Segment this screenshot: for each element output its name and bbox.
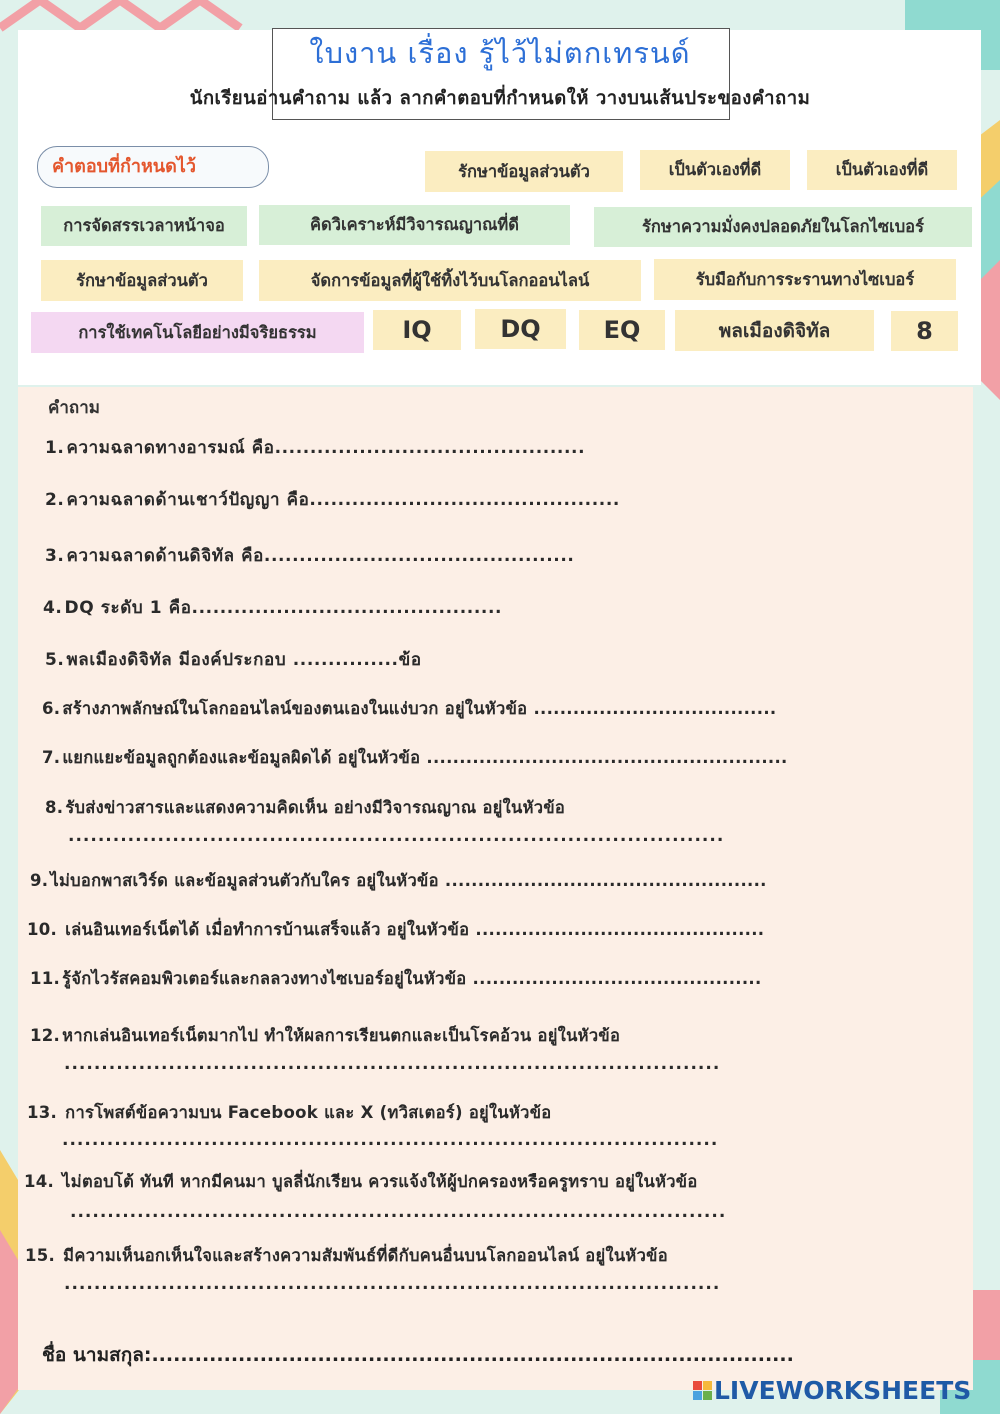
question-9 — [30, 868, 767, 894]
liveworksheets-logo — [693, 1376, 971, 1405]
question-15 — [25, 1243, 668, 1269]
question-number: 14. — [24, 1172, 55, 1191]
question-text[interactable]: รับส่งข่าวสารและแสดงความคิดเห็น อย่างมีวิจารณญาณ อยู่ในหัวข้อ — [65, 798, 566, 817]
question-text[interactable]: รู้จักไวรัสคอมพิวเตอร์และกลลวงทางไซเบอร์อยู่ในหัวข้อ ............................................ — [62, 969, 762, 988]
question-text[interactable]: ความฉลาดด้านดิจิทัล คือ............................................ — [66, 546, 575, 566]
question-6 — [42, 696, 776, 722]
question-number: 13. — [27, 1103, 58, 1122]
page-title: ใบงาน เรื่อง รู้ไว้ไม่ตกเทรนด์ — [309, 36, 691, 70]
answer-chip[interactable]: การใช้เทคโนโลยีอย่างมีจริยธรรม — [31, 312, 364, 353]
answer-chip[interactable]: รักษาข้อมูลส่วนตัว — [425, 151, 623, 192]
answer-chip[interactable]: รับมือกับการระรานทางไซเบอร์ — [654, 259, 956, 300]
answer-blank-q13[interactable]: ........................................................................................ — [62, 1130, 719, 1150]
answer-chip[interactable]: EQ — [579, 310, 665, 350]
question-number: 8. — [45, 798, 64, 817]
answer-chip[interactable]: 8 — [891, 311, 958, 351]
question-text[interactable]: การโพสต์ข้อความบน Facebook และ X (ทวิสเตอร์) อยู่ในหัวข้อ — [59, 1103, 552, 1122]
answer-chip[interactable]: พลเมืองดิจิทัล — [675, 310, 874, 351]
question-text[interactable]: หากเล่นอินเทอร์เน็ตมากไป ทำให้ผลการเรียนตกและเป็นโรคอ้วน อยู่ในหัวข้อ — [62, 1026, 621, 1045]
question-text[interactable]: พลเมืองดิจิทัล มีองค์ประกอบ ...............ข้อ — [66, 650, 422, 670]
answer-chip[interactable]: การจัดสรรเวลาหน้าจอ — [41, 206, 247, 246]
answer-blank-q12[interactable]: ........................................................................................ — [64, 1054, 721, 1074]
page-subtitle: นักเรียนอ่านคำถาม แล้ว ลากคำตอบที่กำหนดให้ วางบนเส้นประของคำถาม — [189, 88, 811, 109]
answer-chip[interactable]: DQ — [475, 309, 566, 349]
question-5 — [45, 646, 422, 673]
question-4 — [43, 594, 502, 621]
question-7 — [42, 745, 788, 771]
question-number: 9. — [30, 871, 49, 890]
question-2 — [45, 486, 620, 513]
answers-label: คำตอบที่กำหนดไว้ — [37, 146, 269, 188]
question-text[interactable]: DQ ระดับ 1 คือ............................................ — [64, 598, 503, 618]
answer-chip[interactable]: รักษาข้อมูลส่วนตัว — [41, 260, 243, 301]
question-10 — [27, 917, 764, 943]
question-number: 3. — [45, 546, 65, 566]
answer-chip[interactable]: IQ — [373, 310, 461, 350]
question-number: 10. — [27, 920, 58, 939]
answer-chip[interactable]: รักษาความมั่งคงปลอดภัยในโลกไซเบอร์ — [594, 207, 972, 247]
question-number: 2. — [45, 490, 65, 510]
question-number: 7. — [42, 748, 61, 767]
answer-chip[interactable]: เป็นตัวเองที่ดี — [807, 150, 957, 190]
answer-blank-q8[interactable]: ........................................................................................ — [68, 826, 725, 846]
question-13 — [27, 1100, 552, 1126]
question-number: 12. — [30, 1026, 61, 1045]
question-text[interactable]: สร้างภาพลักษณ์ในโลกออนไลน์ของตนเองในแง่บวก อยู่ในหัวข้อ ..................................... — [62, 699, 777, 718]
question-number: 11. — [30, 969, 61, 988]
answer-blank-q14[interactable]: ........................................................................................ — [70, 1202, 727, 1222]
question-text[interactable]: มีความเห็นอกเห็นใจและสร้างความสัมพันธ์ที่ดีกับคนอื่นบนโลกออนไลน์ อยู่ในหัวข้อ — [57, 1246, 668, 1265]
question-text[interactable]: ไม่บอกพาสเวิร์ด และข้อมูลส่วนตัวกับใคร อยู่ในหัวข้อ ................................................. — [50, 871, 767, 890]
question-12 — [30, 1023, 620, 1049]
question-number: 6. — [42, 699, 61, 718]
question-3 — [45, 542, 574, 569]
question-1 — [45, 434, 585, 461]
question-text[interactable]: แยกแยะข้อมูลถูกต้องและข้อมูลผิดได้ อยู่ในหัวข้อ ....................................................... — [62, 748, 788, 767]
question-number: 15. — [25, 1246, 56, 1265]
answer-chip[interactable]: คิดวิเคราะห์มีวิจารณญาณที่ดี — [259, 205, 570, 245]
question-11 — [30, 966, 762, 992]
answer-chip[interactable]: จัดการข้อมูลที่ผู้ใช้ทิ้งไว้บนโลกออนไลน์ — [259, 260, 641, 301]
question-number: 4. — [43, 598, 63, 618]
question-8 — [45, 795, 565, 821]
question-number: 1. — [45, 438, 65, 458]
question-text[interactable]: เล่นอินเทอร์เน็ตได้ เมื่อทำการบ้านเสร็จแล้ว อยู่ในหัวข้อ ............................................ — [59, 920, 765, 939]
question-text[interactable]: ความฉลาดทางอารมณ์ คือ............................................ — [66, 438, 586, 458]
question-text[interactable]: ไม่ตอบโต้ ทันที หากมีคนมา บูลลี่นักเรียน ควรแจ้งให้ผู้ปกครองหรือครูทราบ อยู่ในหัวข้อ — [56, 1172, 698, 1191]
answer-chip[interactable]: เป็นตัวเองที่ดี — [640, 150, 790, 190]
question-text[interactable]: ความฉลาดด้านเชาว์ปัญญา คือ............................................ — [66, 490, 620, 510]
liveworksheets-logo-icon — [693, 1381, 712, 1400]
questions-heading: คำถาม — [48, 398, 100, 418]
answer-blank-q15[interactable]: ........................................................................................ — [64, 1274, 721, 1294]
question-number: 5. — [45, 650, 65, 670]
logo-text: LIVEWORKSHEETS — [714, 1376, 972, 1405]
question-14 — [24, 1169, 698, 1195]
student-name-field[interactable]: ชื่อ นามสกุล:......................................................................................... — [42, 1344, 794, 1366]
